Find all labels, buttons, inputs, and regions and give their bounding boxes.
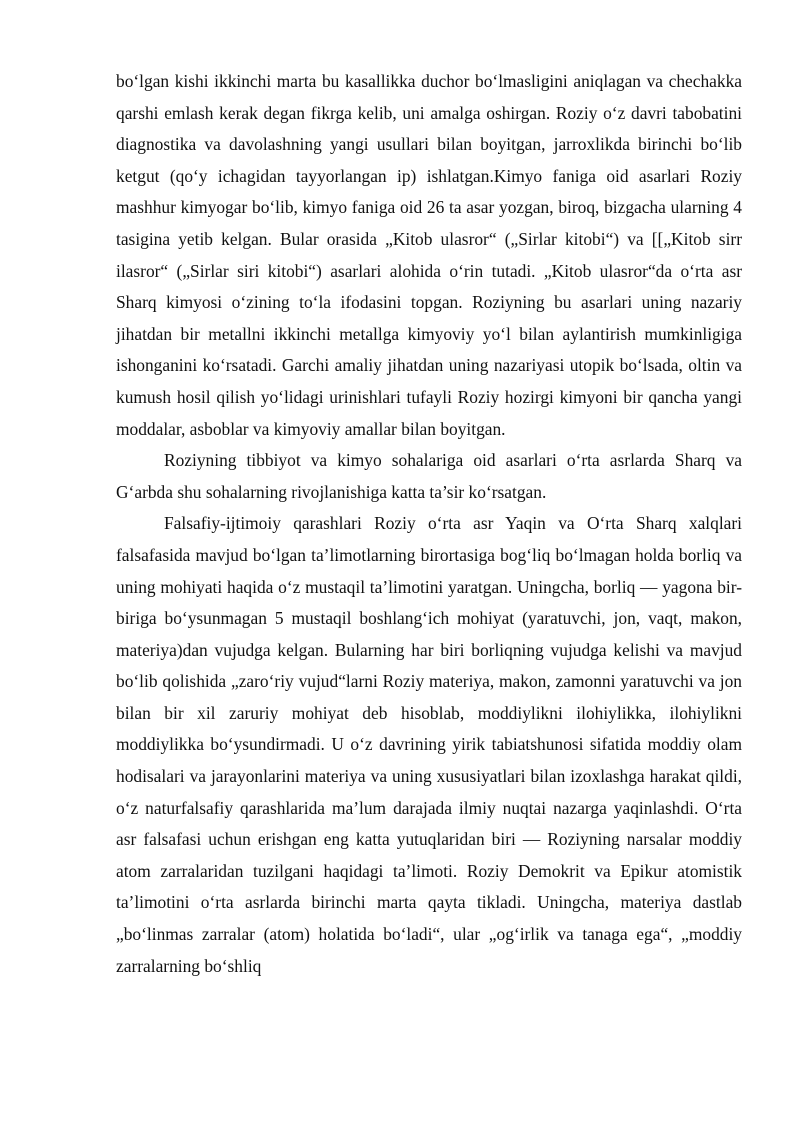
paragraph-influence: Roziyning tibbiyot va kimyo sohalariga oid asarlari o‘rta asrlarda Sharq va G‘arbda shu sohalarning rivojlanishiga katta ta’sir ko‘rsatgan. (116, 450, 742, 502)
paragraph-philosophy: Falsafiy-ijtimoiy qarashlari Roziy o‘rta asr Yaqin va O‘rta Sharq xalqlari falsafasida mavjud bo‘lgan ta’limotlarning birortasiga bog‘liq bo‘lmagan holda borliq va uning mohiyati haqida o‘z mustaqil ta’limotini yaratgan. Uningcha, borliq — yagona bir-biriga bo‘ysunmagan 5 mustaqil boshlang‘ich mohiyat (yaratuvchi, jon, vaqt, makon, materiya)dan vujudga kelgan. Bularning har biri borliqning vujudga kelishi va mavjud bo‘lib qolishida „zaro‘riy vujud“larni Roziy materiya, makon, zamonni yaratuvchi va jon bilan bir xil zaruriy mohiyat deb hisoblab, moddiylikni ilohiylikka, ilohiylikni moddiylikka bo‘ysundirmadi. U o‘z davrining yirik tabiatshunosi sifatida moddiy olam hodisalari va jarayonlarini materiya va uning xususiyatlari bilan izoxlashga harakat qildi, o‘z naturfalsafiy qarashlarida ma’lum darajada ilmiy nuqtai nazarga yaqinlashdi. O‘rta asr falsafasi uchun erishgan eng katta yutuqlaridan biri — Roziyning narsalar moddiy atom zarralaridan tuzilgani haqidagi ta’limoti. Roziy Demokrit va Epikur atomistik ta’limotini o‘rta asrlarda birinchi marta qayta tikladi. Uningcha, materiya dastlab „bo‘linmas zarralar (atom) holatida bo‘ladi“, ular „og‘irlik va tanaga ega“, „moddiy zarralarning bo‘shliq (116, 513, 742, 976)
paragraph-continuation: bo‘lgan kishi ikkinchi marta bu kasallikka duchor bo‘lmasligini aniqlagan va chechakka qarshi emlash kerak degan fikrga kelib, uni amalga oshirgan. Roziy o‘z davri tabobatini diagnostika va davolashning yangi usullari bilan boyitgan, jarroxlikda birinchi bo‘lib ketgut (qo‘y ichagidan tayyorlangan ip) ishlatgan.Kimyo faniga oid asarlari Roziy mashhur kimyogar bo‘lib, kimyo faniga oid 26 ta asar yozgan, biroq, bizgacha ularning 4 tasigina yetib kelgan. Bular orasida „Kitob ulasror“ („Sirlar kitobi“) va [[„Kitob sirr ilasror“ („Sirlar siri kitobi“) asarlari alohida o‘rin tutadi. „Kitob ulasror“da o‘rta asr Sharq kimyosi o‘zining to‘la ifodasini topgan. Roziyning bu asarlari uning nazariy jihatdan bir metallni ikkinchi metallga kimyoviy yo‘l bilan aylantirish mumkinligiga ishonganini ko‘rsatadi. Garchi amaliy jihatdan uning nazariyasi utopik bo‘lsada, oltin va kumush hosil qilish yo‘lidagi urinishlari tufayli Roziy hozirgi kimyoni bir qancha yangi moddalar, asboblar va kimyoviy amallar bilan boyitgan. (116, 71, 742, 439)
document-page (116, 66, 742, 982)
